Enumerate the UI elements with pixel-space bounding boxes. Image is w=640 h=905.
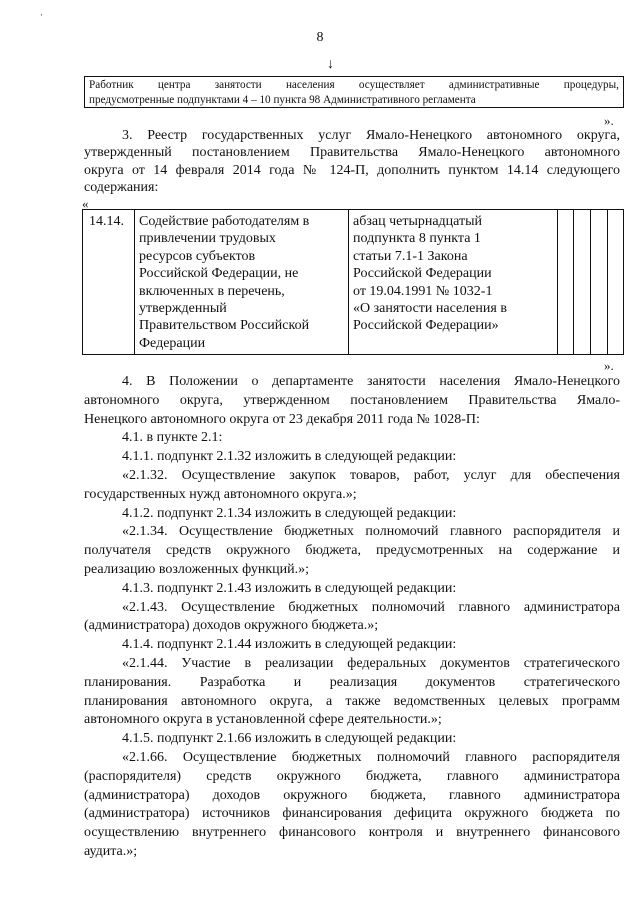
table-cell-line: подпункта 8 пункта 1: [353, 231, 481, 247]
open-quote: «: [82, 196, 89, 211]
registry-table: [82, 209, 624, 355]
text-line: 4.1.3. подпункт 2.1.43 изложить в следующей редакции:: [122, 580, 457, 596]
text-line: 3. Реестр государственных услуг Ямало-Ненецкого автономного округа,: [122, 128, 620, 143]
text-line: осуществлению внутреннего финансового контроля и внутреннего финансового: [84, 825, 620, 841]
text-line: «2.1.43. Осуществление бюджетных полномочий главного администратора: [122, 599, 620, 615]
boxed-insert-word: административные: [448, 79, 540, 91]
text-line: «2.1.32. Осуществление закупок товаров, работ, услуг для обеспечения: [122, 468, 620, 483]
text-line: 4.1.5. подпункт 2.1.66 изложить в следующей редакции:: [122, 731, 457, 747]
table-cell-line: абзац четырнадцатый: [353, 214, 483, 229]
text-line: государственных нужд автономного округа.»;: [84, 486, 357, 502]
table-divider: [607, 210, 608, 354]
table-cell-line: Российской Федерации, не: [139, 266, 299, 282]
table-divider: [557, 210, 558, 354]
table-cell-line: Содействие работодателям в: [139, 214, 310, 229]
table-divider: [590, 210, 591, 354]
table-cell-line: статьи 7.1-1 Закона: [353, 248, 468, 264]
text-line: содержания:: [84, 180, 159, 196]
boxed-insert-line-2: предусмотренные подпунктами 4 – 10 пункта 98 Административного регламента: [89, 94, 476, 106]
text-line: автономного округа в установленной сфере деятельности.»;: [84, 712, 442, 728]
text-line: 4. В Положении о департаменте занятости населения Ямало-Ненецкого: [122, 374, 620, 389]
table-cell-line: ресурсов субъектов: [139, 248, 256, 264]
table-cell-line: Правительством Российской: [139, 318, 310, 334]
table-cell-service: [139, 213, 309, 352]
table-divider: [573, 210, 574, 354]
text-line: 4.1.4. подпункт 2.1.44 изложить в следующей редакции:: [122, 637, 457, 653]
text-line: (администратора) источников финансирования дефицита окружного бюджета по: [84, 806, 620, 822]
text-line: «2.1.66. Осуществление бюджетных полномочий главного распорядителя: [122, 750, 620, 765]
table-cell-line: «О занятости населения в: [353, 301, 507, 317]
boxed-insert: [84, 76, 624, 108]
text-line: реализацию возложенных функций.»;: [84, 562, 310, 577]
text-line: «2.1.44. Участие в реализации федеральных документов стратегического: [122, 656, 620, 671]
boxed-insert-word: осуществляет: [358, 79, 425, 91]
text-line: (администратора) доходов окружного бюджета, главного администратора: [84, 787, 620, 803]
text-line: Ненецкого автономного округа от 23 декабря 2011 года № 1028-П:: [84, 411, 480, 427]
table-divider: [134, 210, 135, 354]
boxed-insert-word: процедуры,: [563, 79, 619, 91]
table-cell-line: Российской Федерации»: [353, 318, 499, 334]
table-divider: [348, 210, 349, 354]
text-line: 4.1.1. подпункт 2.1.32 изложить в следующей редакции:: [122, 449, 457, 465]
page-number: 8: [316, 30, 324, 45]
close-quote: ».: [604, 358, 614, 373]
close-quote: ».: [604, 113, 614, 128]
text-line: 4.1.2. подпункт 2.1.34 изложить в следующей редакции:: [122, 505, 457, 521]
boxed-insert-word: центра: [157, 79, 191, 91]
table-cell-line: от 19.04.1991 № 1032-1: [353, 283, 493, 299]
scan-mark: ·: [40, 10, 43, 20]
text-line: автономного округа, утвержденном постановлением Правительства Ямало-: [84, 392, 620, 408]
text-line: получателя средств окружного бюджета, предусмотренных на содержание и: [84, 543, 620, 559]
boxed-insert-word: занятости: [214, 79, 262, 91]
text-line: (распорядителя) средств окружного бюджета, главного администратора: [84, 768, 620, 784]
text-line: аудита.»;: [84, 844, 138, 859]
boxed-insert-line-1: [89, 78, 619, 93]
table-cell-line: привлечении трудовых: [139, 231, 276, 247]
table-cell-line: включенных в перечень,: [139, 283, 285, 299]
boxed-insert-word: Работник: [89, 79, 134, 91]
text-line: планирования автономного округа, а также ведомственных целевых программ: [84, 693, 620, 709]
text-line: планирования. Разработка и реализация документов стратегического: [84, 674, 620, 690]
boxed-insert-word: населения: [285, 79, 335, 91]
table-cell-line: утвержденный: [139, 301, 227, 317]
table-cell-legal-basis: [353, 213, 507, 335]
text-line: округа от 14 февраля 2014 года № 124-П, дополнить пунктом 14.14 следующего: [84, 162, 620, 178]
down-arrow-icon: ↓: [327, 57, 334, 72]
table-cell-line: Федерации: [139, 335, 206, 351]
text-line: 4.1. в пункте 2.1:: [122, 430, 223, 446]
table-cell-line: Российской Федерации: [353, 266, 492, 282]
text-line: утвержденный постановлением Правительства Ямало-Ненецкого автономного: [84, 145, 620, 161]
table-cell-number: 14.14.: [89, 214, 124, 229]
text-line: «2.1.34. Осуществление бюджетных полномочий главного распорядителя и: [122, 524, 620, 540]
text-line: (администратора) доходов окружного бюджета.»;: [84, 618, 379, 634]
